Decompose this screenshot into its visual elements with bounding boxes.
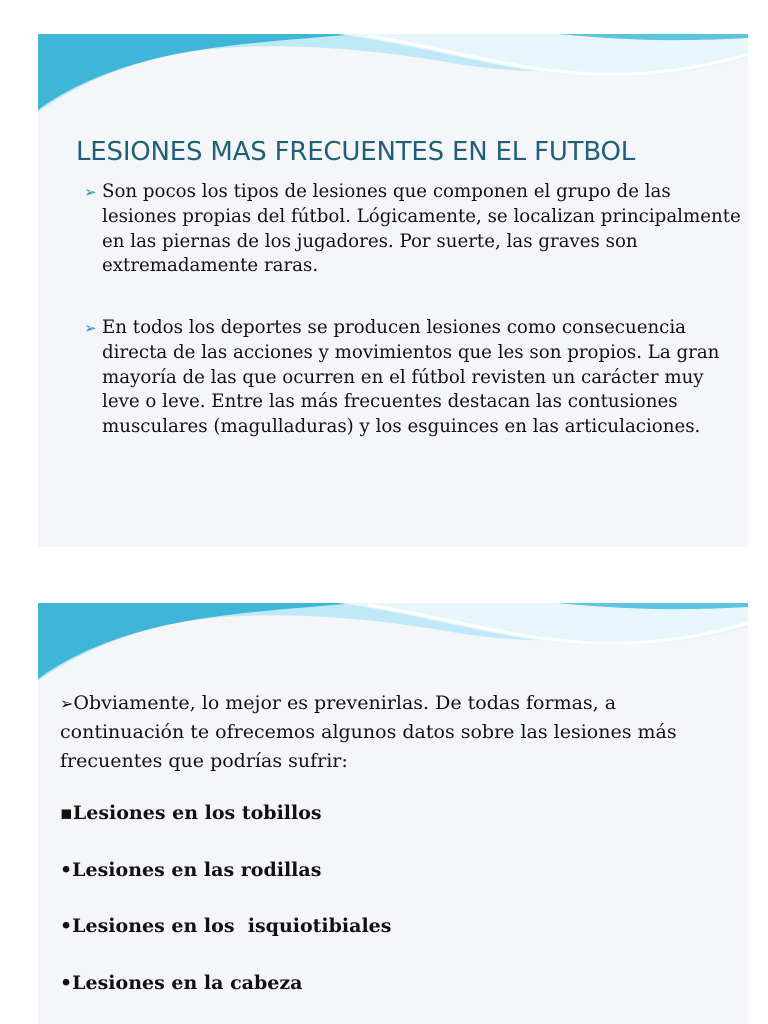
list-item — [60, 915, 391, 937]
arrowhead-right-icon: ➢ — [84, 183, 97, 201]
bullet-text-1: Son pocos los tipos de lesiones que componen el grupo de las lesiones propias del fútbol. Lógicamente, se localizan principalmente en las piernas de los jugadores. Por suerte, las graves son extremadamente raras. — [102, 181, 741, 277]
slide-2 — [38, 603, 748, 1024]
square-bullet-icon: ▪ — [60, 802, 73, 824]
dot-bullet-icon: • — [60, 915, 73, 937]
list-item — [60, 972, 302, 994]
list-item-text: Lesiones en los tobillos — [72, 802, 322, 824]
arrowhead-right-icon: ➢ — [84, 319, 97, 337]
dot-bullet-icon: • — [60, 972, 73, 994]
bullet-text-2: En todos los deportes se producen lesiones como consecuencia directa de las acciones y movimientos que les son propios. La gran mayoría de las que ocurren en el fútbol revisten un carácter muy leve o leve. Entre las más frecuentes destacan las contusiones musculares (magulladuras) y los esguinces en las articulaciones. — [102, 317, 720, 438]
list-item-text: Lesiones en las rodillas — [72, 859, 322, 881]
intro-text: Obviamente, lo mejor es prevenirlas. De todas formas, a continuación te ofrecemos algunos datos sobre las lesiones más frecuentes que podrías sufrir: — [60, 692, 677, 772]
intro-paragraph — [60, 689, 720, 776]
arrowhead-right-icon: ➢ — [60, 694, 74, 713]
list-item — [60, 802, 322, 824]
bullet-paragraph-1 — [84, 180, 742, 279]
bullet-paragraph-2 — [84, 316, 742, 440]
list-item — [60, 859, 321, 881]
wave-header-decoration — [38, 34, 748, 114]
dot-bullet-icon: • — [60, 859, 73, 881]
slide-1 — [38, 34, 748, 547]
slide-title: LESIONES MAS FRECUENTES EN EL FUTBOL — [76, 137, 636, 167]
list-item-text: Lesiones en la cabeza — [72, 972, 303, 994]
wave-header-decoration — [38, 603, 748, 683]
list-item-text: Lesiones en los isquiotibiales — [72, 915, 392, 937]
